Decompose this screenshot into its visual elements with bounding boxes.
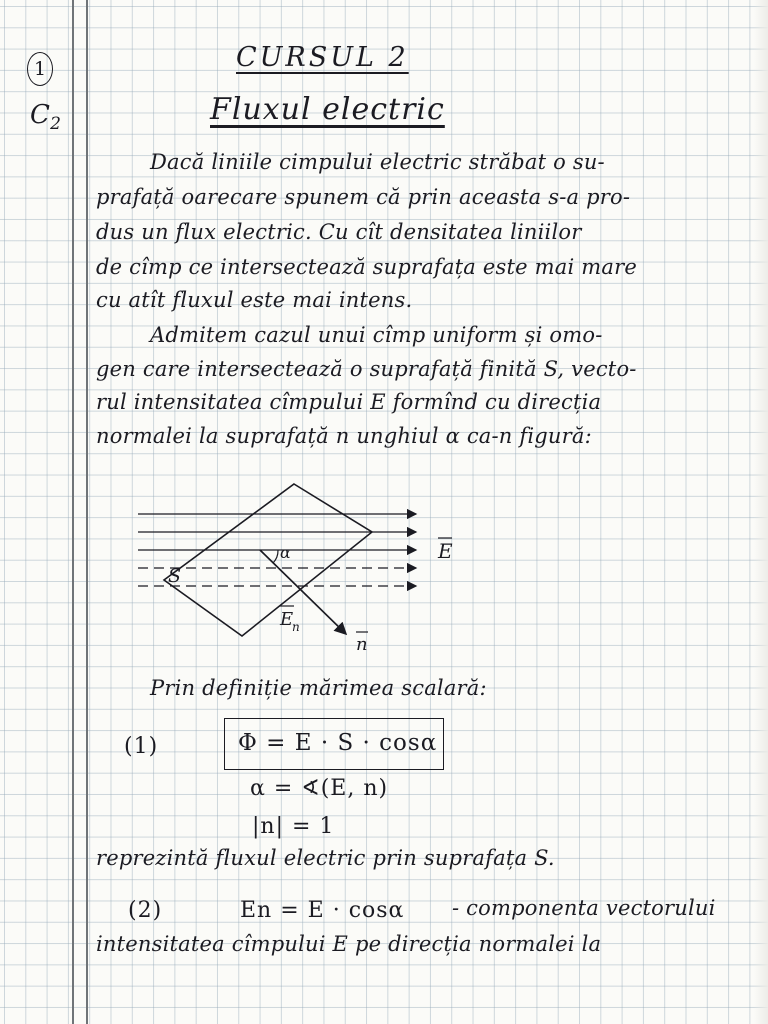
angle-arc [273, 550, 278, 563]
definition-intro: Prin definiție mărimea scalară: [150, 676, 487, 700]
definition-conclusion: reprezintă fluxul electric prin suprafața S. [96, 846, 555, 870]
page-edge [754, 0, 768, 1024]
paragraph-2-line-1: Admitem cazul unui cîmp uniform și omo- [150, 323, 603, 347]
surface-s [164, 484, 372, 636]
angle-definition: α = ∢(E, n) [250, 776, 389, 801]
paragraph-1-line-5: cu atît fluxul este mai intens. [96, 288, 413, 312]
figure-label-s: S [168, 565, 182, 587]
course-code-subscript: 2 [50, 114, 62, 135]
figure-label-en: E [280, 609, 294, 630]
paragraph-2-line-4: normalei la suprafață n unghiul α ca-n figură: [96, 424, 592, 448]
figure-label-e: E [438, 539, 453, 563]
page-number: 1 [27, 52, 53, 86]
equation-1: Φ = E · S · cosα [238, 730, 438, 756]
figure-label-en-sub: n [292, 620, 300, 634]
unit-normal-norm: |n| = 1 [252, 814, 335, 839]
paragraph-1-line-3: dus un flux electric. Cu cît densitatea liniilor [96, 220, 582, 244]
equation-1-number: (1) [124, 734, 159, 759]
figure-label-n: n [356, 634, 368, 655]
equation-2-number: (2) [128, 898, 163, 923]
flux-figure [120, 470, 480, 670]
page-subtitle: Fluxul electric [210, 92, 445, 127]
course-code-letter: C [30, 100, 51, 130]
component-line-1: - componenta vectorului [452, 896, 716, 920]
paragraph-2-line-2: gen care intersectează o suprafață finită S, vecto- [96, 357, 637, 381]
margin-line-left [72, 0, 74, 1024]
paragraph-1-line-1: Dacă liniile cimpului electric străbat o su- [150, 150, 605, 174]
margin-line-right [86, 0, 88, 1024]
paragraph-1-line-4: de cîmp ce intersectează suprafața este mai mare [96, 255, 637, 279]
paragraph-2-line-3: rul intensitatea cîmpului E formînd cu direcția [96, 390, 602, 414]
figure-label-alpha: α [280, 543, 291, 562]
paragraph-1-line-2: prafață oarecare spunem că prin aceasta s-a pro- [96, 185, 631, 209]
equation-2: En = E · cosα [240, 898, 405, 923]
page-title: CURSUL 2 [236, 42, 409, 73]
course-code [30, 100, 61, 134]
component-line-2: intensitatea cîmpului E pe direcția normalei la [96, 932, 602, 956]
